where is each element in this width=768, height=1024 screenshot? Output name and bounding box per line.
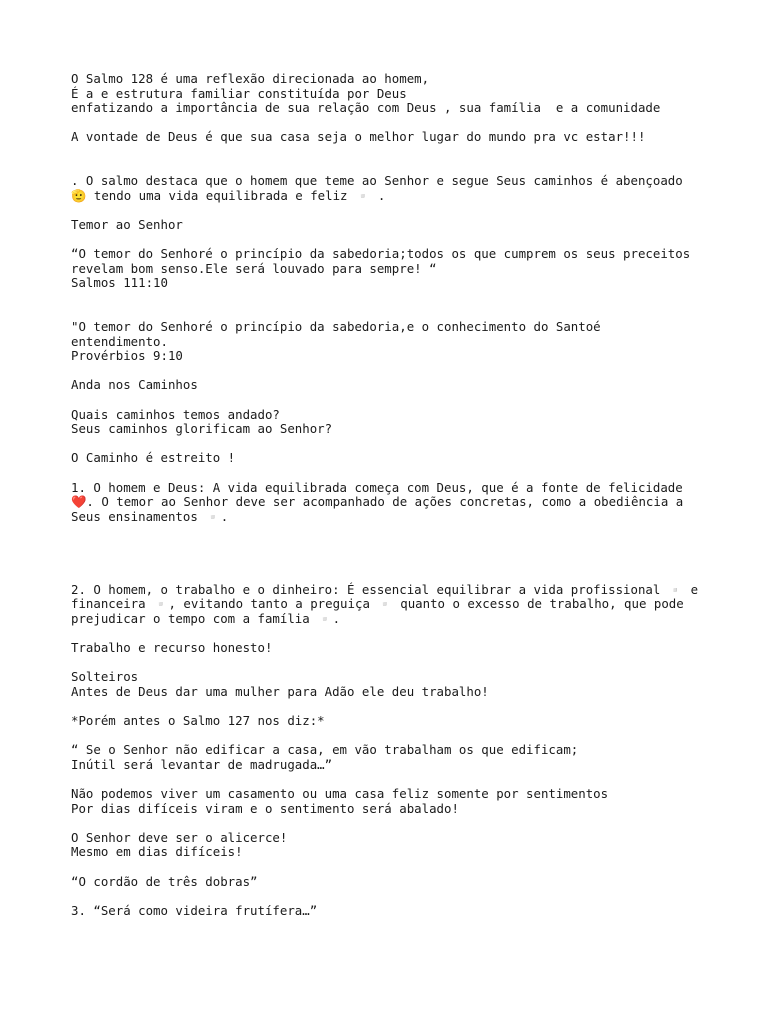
paragraph	[71, 481, 731, 525]
text-line: Salmos 111:10	[71, 275, 168, 291]
text-line: Quais caminhos temos andado?	[71, 406, 280, 422]
paragraph	[71, 174, 731, 203]
paragraph	[71, 583, 731, 627]
text-line: Por dias difíceis viram e o sentimento será abalado!	[71, 800, 459, 816]
paragraph	[71, 904, 731, 919]
text-line: “O temor do Senhoré o princípio da sabedoria;todos os que cumprem os seus preceitos	[71, 246, 691, 262]
text-line: Inútil será levantar de madrugada…”	[71, 756, 333, 772]
paragraph	[71, 408, 731, 437]
text-line: Anda nos Caminhos	[71, 377, 198, 393]
text-line: Seus ensinamentos ▫️.	[71, 508, 229, 524]
text-line: 🫡 tendo uma vida equilibrada e feliz ▫️ .	[71, 187, 386, 203]
paragraph	[71, 831, 731, 860]
paragraph	[71, 875, 731, 890]
text-line: Trabalho e recurso honesto!	[71, 640, 273, 656]
paragraph	[71, 320, 731, 364]
text-line: Temor ao Senhor	[71, 216, 183, 232]
paragraph	[71, 714, 731, 729]
text-line: É a e estrutura familiar constituída por Deus	[71, 85, 407, 101]
blank-space	[71, 160, 731, 175]
paragraph	[71, 378, 731, 393]
blank-space	[71, 306, 731, 321]
text-line: “ Se o Senhor não edificar a casa, em vão trabalham os que edificam;	[71, 742, 579, 758]
text-line: Mesmo em dias difíceis!	[71, 844, 243, 860]
paragraph	[71, 743, 731, 772]
text-line: "O temor do Senhoré o princípio da sabedoria,e o conhecimento do Santoé	[71, 319, 601, 335]
paragraph	[71, 130, 731, 145]
text-line: . O salmo destaca que o homem que teme ao Senhor e segue Seus caminhos é abençoado	[71, 173, 683, 189]
text-line: enfatizando a importância de sua relação com Deus , sua família e a comunidade	[71, 100, 661, 116]
text-line: Solteiros	[71, 669, 139, 685]
paragraph	[71, 670, 731, 699]
text-line: revelam bom senso.Ele será louvado para sempre! “	[71, 260, 437, 276]
paragraph	[71, 72, 731, 116]
text-line: 3. “Será como videira frutífera…”	[71, 902, 318, 918]
text-line: Seus caminhos glorificam ao Senhor?	[71, 421, 333, 437]
paragraph	[71, 247, 731, 291]
text-line: Antes de Deus dar uma mulher para Adão ele deu trabalho!	[71, 683, 489, 699]
text-line: prejudicar o tempo com a família ▫️.	[71, 610, 341, 626]
paragraph	[71, 218, 731, 233]
text-line: O Salmo 128 é uma reflexão direcionada ao homem,	[71, 71, 430, 86]
text-line: O Senhor deve ser o alicerce!	[71, 829, 288, 845]
text-line: “O cordão de três dobras”	[71, 873, 258, 889]
blank-space	[71, 539, 731, 583]
text-line: entendimento.	[71, 333, 168, 349]
text-line: Não podemos viver um casamento ou uma casa feliz somente por sentimentos	[71, 786, 609, 802]
text-line: O Caminho é estreito !	[71, 450, 236, 466]
text-line: ❤️. O temor ao Senhor deve ser acompanhado de ações concretas, como a obediência a	[71, 494, 684, 510]
paragraph	[71, 641, 731, 656]
paragraph	[71, 787, 731, 816]
document-body	[71, 72, 731, 933]
text-line: *Porém antes o Salmo 127 nos diz:*	[71, 713, 325, 729]
text-line: Provérbios 9:10	[71, 348, 183, 364]
text-line: A vontade de Deus é que sua casa seja o melhor lugar do mundo pra vc estar!!!	[71, 129, 646, 145]
text-line: financeira ▫️, evitando tanto a preguiça ▫️ quanto o excesso de trabalho, que pode	[71, 596, 684, 612]
text-line: 1. O homem e Deus: A vida equilibrada começa com Deus, que é a fonte de felicidade	[71, 479, 683, 495]
text-line: 2. O homem, o trabalho e o dinheiro: É essencial equilibrar a vida profissional ▫️ e	[71, 581, 699, 597]
paragraph	[71, 451, 731, 466]
